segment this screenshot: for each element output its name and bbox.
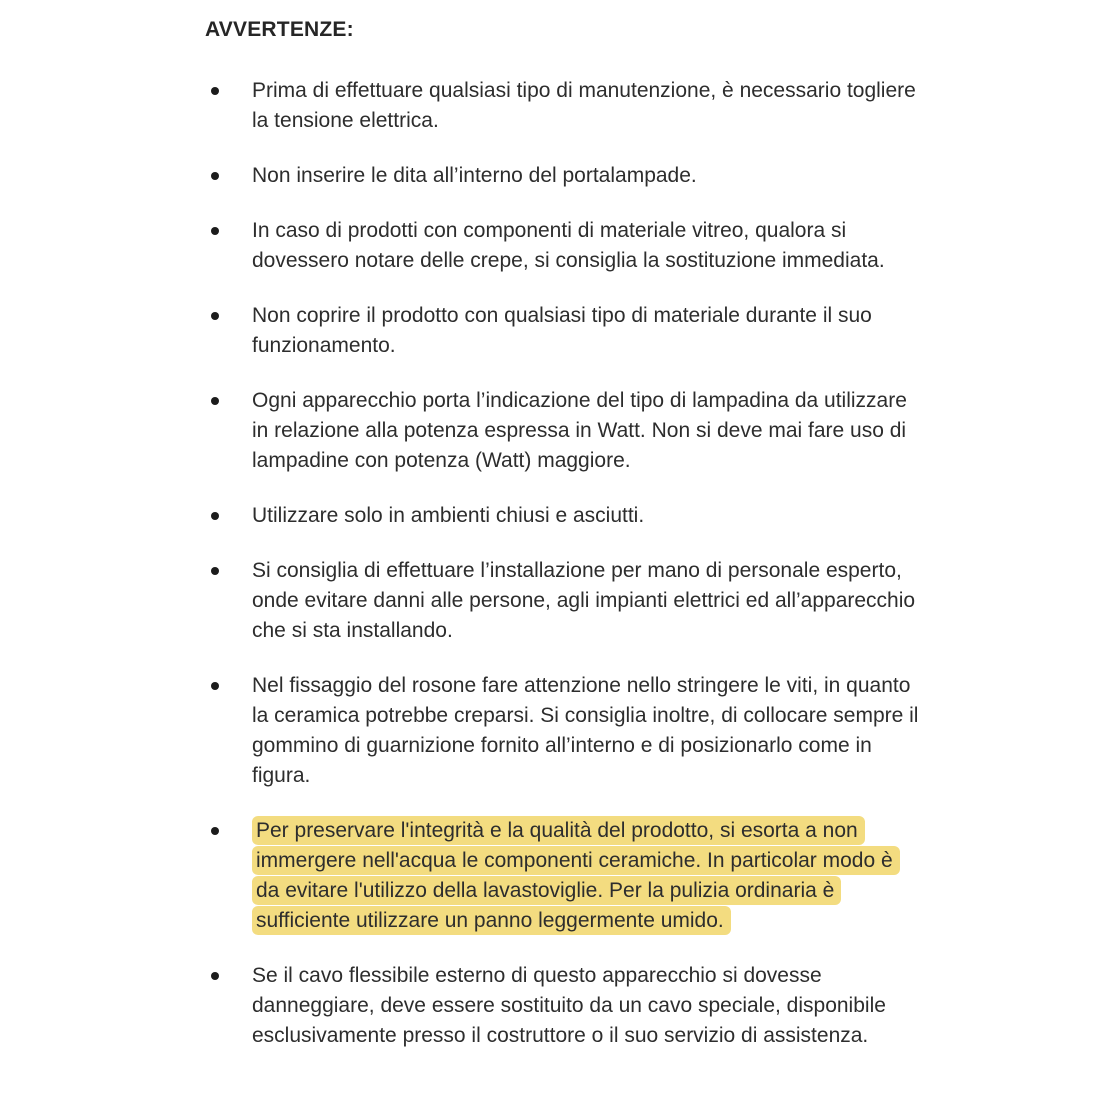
bullet-paragraph-text: Non inserire le dita all’interno del portalampade. — [252, 164, 697, 187]
bullet-paragraph-text: Prima di effettuare qualsiasi tipo di manutenzione, è necessario togliere la tensione elettrica. — [252, 79, 916, 132]
list-item — [205, 501, 1100, 531]
bullet-icon — [211, 227, 219, 235]
bullet-paragraph-text: Utilizzare solo in ambienti chiusi e asciutti. — [252, 504, 645, 527]
bullet-paragraph-text: Ogni apparecchio porta l’indicazione del tipo di lampadina da utilizzare in relazione alla potenza espressa in Watt. Non si deve mai fare uso di lampadine con potenza (Watt) maggiore. — [252, 389, 907, 472]
list-item — [205, 386, 1100, 476]
bullet-paragraph-text: Se il cavo flessibile esterno di questo apparecchio si dovesse danneggiare, deve essere sostituito da un cavo speciale, disponibile esclusivamente presso il costruttore o il suo servizio di assistenza. — [252, 964, 886, 1047]
bullet-icon — [211, 827, 219, 835]
bullet-paragraph — [252, 961, 920, 1051]
list-item — [205, 816, 1100, 936]
bullet-icon — [211, 972, 219, 980]
bullet-icon — [211, 312, 219, 320]
bullet-icon — [211, 567, 219, 575]
bullet-icon — [211, 682, 219, 690]
bullet-paragraph — [252, 556, 920, 646]
bullet-paragraph-text: Nel fissaggio del rosone fare attenzione nello stringere le viti, in quanto la ceramica potrebbe creparsi. Si consiglia inoltre, di collocare sempre il gommino di guarnizione fornito all’interno e di posizionarlo come in figura. — [252, 674, 919, 787]
bullet-paragraph — [252, 501, 920, 531]
list-item — [205, 76, 1100, 136]
bullet-paragraph — [252, 301, 920, 361]
list-item — [205, 556, 1100, 646]
bullet-paragraph — [252, 386, 920, 476]
warning-bullet-list — [205, 76, 1100, 1051]
list-item — [205, 161, 1100, 191]
list-item — [205, 961, 1100, 1051]
bullet-icon — [211, 172, 219, 180]
bullet-paragraph-text: Non coprire il prodotto con qualsiasi tipo di materiale durante il suo funzionamento. — [252, 304, 872, 357]
bullet-icon — [211, 87, 219, 95]
bullet-paragraph — [252, 76, 920, 136]
bullet-icon — [211, 397, 219, 405]
list-item — [205, 216, 1100, 276]
bullet-icon — [211, 512, 219, 520]
bullet-paragraph — [252, 671, 920, 791]
bullet-paragraph-text: Si consiglia di effettuare l’installazione per mano di personale esperto, onde evitare danni alle persone, agli impianti elettrici ed all’apparecchio che si sta installando. — [252, 559, 916, 642]
page-title: AVVERTENZE: — [205, 18, 354, 41]
bullet-paragraph — [252, 816, 920, 936]
list-item — [205, 671, 1100, 791]
list-item — [205, 301, 1100, 361]
bullet-paragraph — [252, 161, 920, 191]
bullet-paragraph-text: Per preservare l'integrità e la qualità del prodotto, si esorta a non immergere nell'acqua le componenti ceramiche. In particolar modo è da evitare l'utilizzo della lavastoviglie. Per la pulizia ordinaria è sufficiente utilizzare un panno leggermente umido. — [252, 816, 900, 935]
bullet-paragraph-text: In caso di prodotti con componenti di materiale vitreo, qualora si dovessero notare delle crepe, si consiglia la sostituzione immediata. — [252, 219, 885, 272]
bullet-paragraph — [252, 216, 920, 276]
